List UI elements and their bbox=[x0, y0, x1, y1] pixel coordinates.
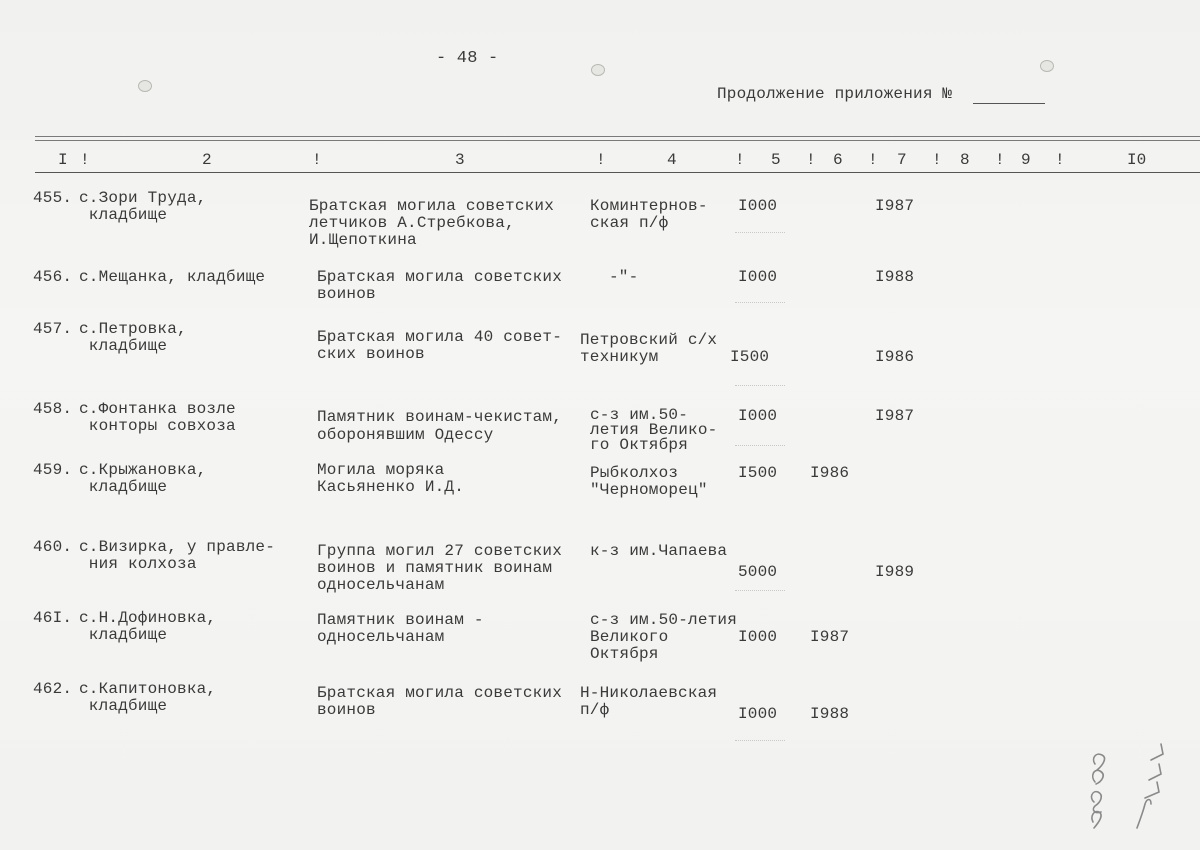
row-place: с.Фонтанка возле конторы совхоза bbox=[79, 400, 236, 435]
row-col6: I986 bbox=[810, 464, 850, 482]
row-place: с.Капитоновка, кладбище bbox=[79, 680, 217, 715]
row-number: 458. bbox=[33, 400, 73, 418]
row-col5: I500 bbox=[738, 464, 778, 482]
row-col5: I500 bbox=[730, 348, 770, 366]
row-organization: Коминтернов- ская п/ф bbox=[590, 197, 708, 232]
row-organization: с-з им.50-летия Великого Октября bbox=[590, 611, 738, 663]
row-organization: Н-Николаевская п/ф bbox=[580, 684, 718, 719]
row-description: Братская могила советских воинов bbox=[317, 268, 563, 303]
row-description: Памятник воинам-чекистам, оборонявшим Одессу bbox=[317, 408, 563, 444]
col-header-5: 5 bbox=[771, 151, 781, 169]
row-number: 459. bbox=[33, 461, 73, 479]
dotted-guide bbox=[735, 385, 785, 387]
col-header-8: 8 bbox=[960, 151, 970, 169]
dotted-guide bbox=[735, 590, 785, 592]
col-header-7: 7 bbox=[897, 151, 907, 169]
row-place: с.Зори Труда, кладбище bbox=[79, 189, 207, 224]
row-col7: I986 bbox=[875, 348, 915, 366]
col-separator: ! bbox=[735, 151, 745, 169]
row-col6: I987 bbox=[810, 628, 850, 646]
dotted-guide bbox=[735, 232, 785, 234]
dotted-guide bbox=[735, 445, 785, 447]
row-description: Группа могил 27 советских воинов и памятник воинам односельчанам bbox=[317, 542, 563, 594]
row-number: 456. bbox=[33, 268, 73, 286]
row-organization: к-з им.Чапаева bbox=[590, 542, 728, 560]
punch-hole-left bbox=[138, 80, 152, 92]
row-col6: I988 bbox=[810, 705, 850, 723]
page-number: - 48 - bbox=[436, 49, 499, 68]
row-number: 460. bbox=[33, 538, 73, 556]
table-top-rule-2 bbox=[35, 140, 1200, 141]
row-number: 457. bbox=[33, 320, 73, 338]
row-place: с.Крыжановка, кладбище bbox=[79, 461, 207, 496]
row-col5: I000 bbox=[738, 197, 778, 215]
row-number: 455. bbox=[33, 189, 73, 207]
row-col7: I989 bbox=[875, 563, 915, 581]
row-description: Памятник воинам - односельчанам bbox=[317, 611, 484, 646]
row-place: с.Петровка, кладбище bbox=[79, 320, 187, 355]
row-organization: Рыбколхоз "Черноморец" bbox=[590, 464, 708, 499]
continuation-title: Продолжение приложения № bbox=[717, 85, 953, 103]
col-separator: ! bbox=[932, 151, 942, 169]
row-place: с.Визирка, у правле- ния колхоза bbox=[79, 538, 276, 573]
col-header-1: I bbox=[58, 151, 68, 169]
row-col5: I000 bbox=[738, 268, 778, 286]
row-col7: I987 bbox=[875, 407, 915, 425]
table-header-rule bbox=[35, 172, 1200, 173]
row-organization: с-з им.50- летия Велико- го Октября bbox=[590, 406, 718, 454]
handwritten-margin-note bbox=[1085, 740, 1190, 835]
col-separator: ! bbox=[995, 151, 1005, 169]
col-separator: ! bbox=[868, 151, 878, 169]
row-col5: 5000 bbox=[738, 563, 778, 581]
col-header-9: 9 bbox=[1021, 151, 1031, 169]
col-header-10: I0 bbox=[1127, 151, 1147, 169]
col-separator: ! bbox=[312, 151, 322, 169]
dotted-guide bbox=[735, 302, 785, 304]
row-description: Могила моряка Касьяненко И.Д. bbox=[317, 461, 465, 496]
dotted-guide bbox=[735, 740, 785, 742]
row-description: Братская могила 40 совет- ских воинов bbox=[317, 328, 563, 363]
col-header-4: 4 bbox=[667, 151, 677, 169]
continuation-underline bbox=[973, 103, 1045, 104]
col-separator: ! bbox=[806, 151, 816, 169]
row-organization: Петровский с/х техникум bbox=[580, 331, 718, 366]
row-organization: -"- bbox=[609, 268, 639, 286]
col-header-3: 3 bbox=[455, 151, 465, 169]
col-header-6: 6 bbox=[833, 151, 843, 169]
row-place: с.Н.Дофиновка, кладбище bbox=[79, 609, 217, 644]
row-col7: I987 bbox=[875, 197, 915, 215]
col-header-2: 2 bbox=[202, 151, 212, 169]
row-description: Братская могила советских летчиков А.Стребкова, И.Щепоткина bbox=[309, 197, 555, 249]
col-separator: ! bbox=[80, 151, 90, 169]
row-number: 462. bbox=[33, 680, 73, 698]
punch-hole-center bbox=[591, 64, 605, 76]
col-separator: ! bbox=[1055, 151, 1065, 169]
row-col7: I988 bbox=[875, 268, 915, 286]
row-description: Братская могила советских воинов bbox=[317, 684, 563, 719]
col-separator: ! bbox=[596, 151, 606, 169]
row-col5: I000 bbox=[738, 407, 778, 425]
row-col5: I000 bbox=[738, 628, 778, 646]
row-number: 46I. bbox=[33, 609, 73, 627]
table-top-rule bbox=[35, 136, 1200, 137]
row-col5: I000 bbox=[738, 705, 778, 723]
punch-hole-right bbox=[1040, 60, 1054, 72]
row-place: с.Мещанка, кладбище bbox=[79, 268, 266, 286]
